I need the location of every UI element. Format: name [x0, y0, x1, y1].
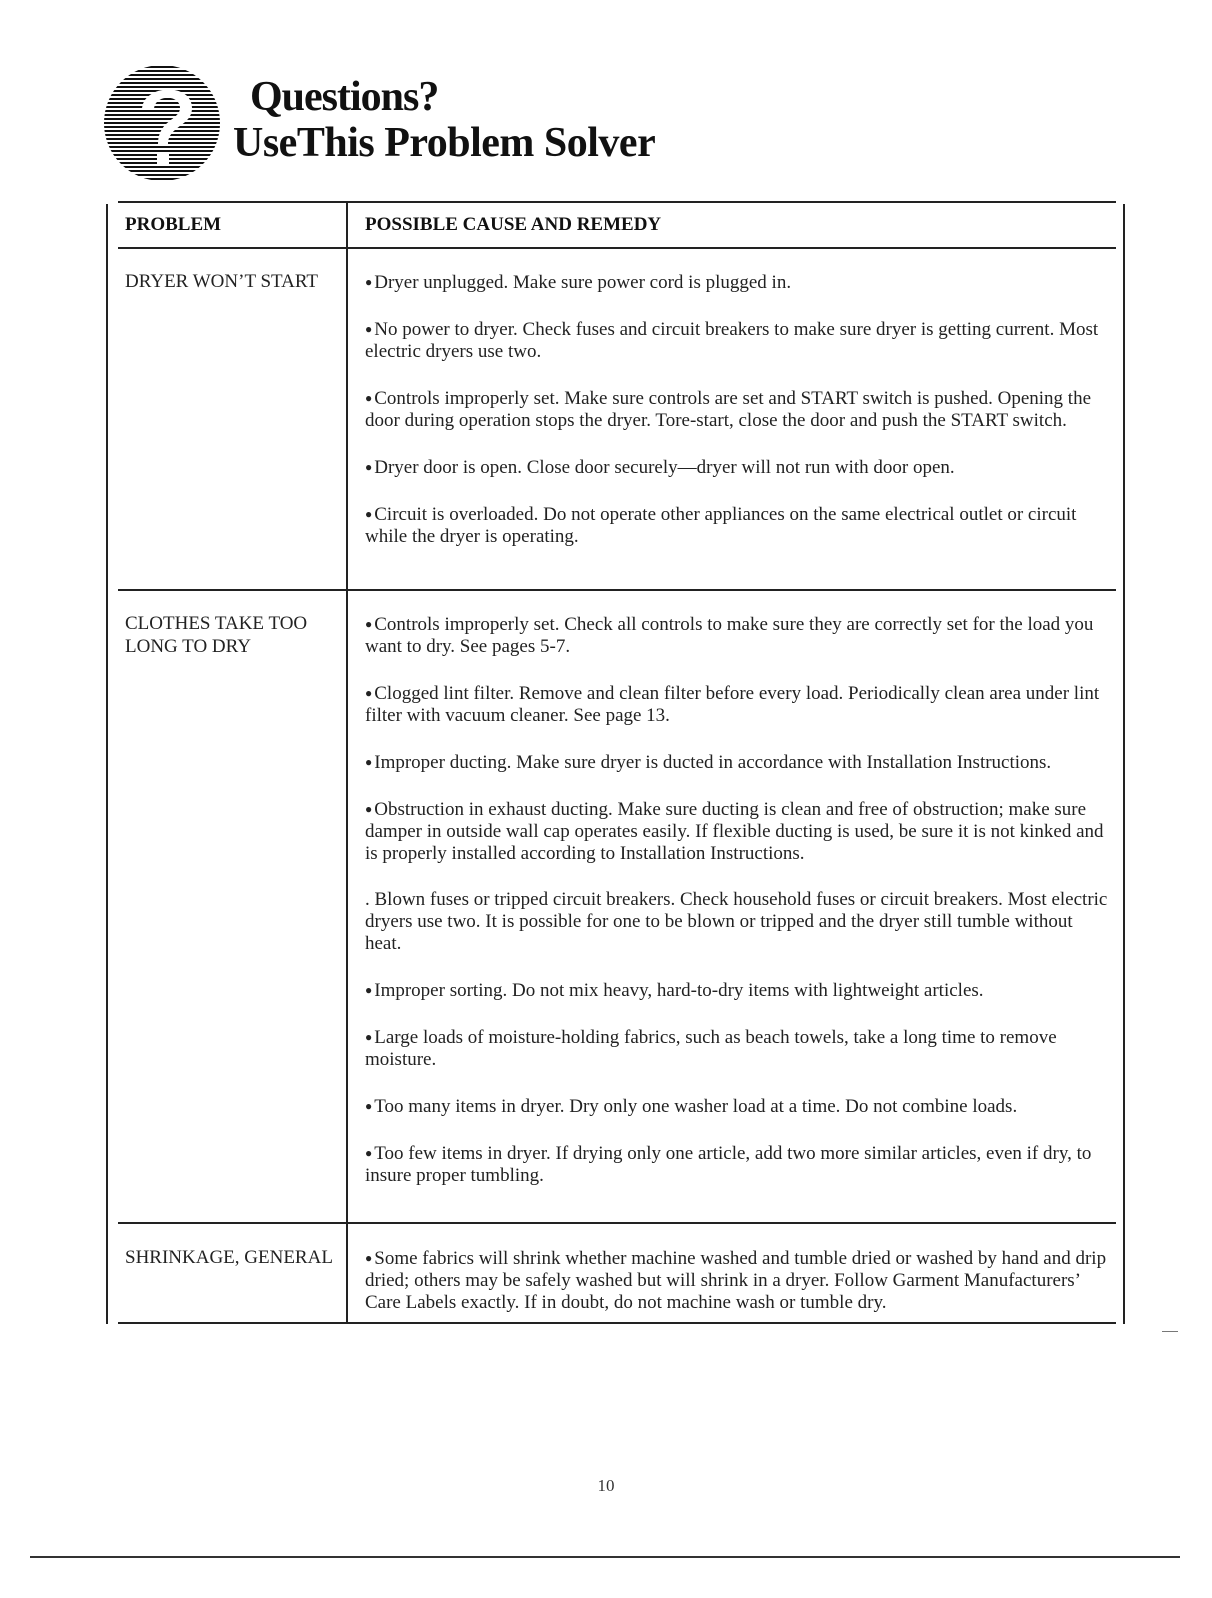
bullet-icon: ●	[365, 617, 373, 631]
footer-rule	[30, 1556, 1180, 1558]
remedy-item: ● Dryer door is open. Close door securely—dryer will not run with door open.	[365, 457, 955, 478]
page-title-line1: Questions?	[250, 74, 439, 120]
bullet-icon: ●	[365, 983, 373, 997]
bullet-icon: ●	[365, 1030, 373, 1044]
column-divider	[346, 202, 348, 1324]
column-header-remedy: POSSIBLE CAUSE AND REMEDY	[365, 214, 662, 235]
bullet-icon: ●	[365, 686, 373, 700]
table-right-border	[1123, 204, 1125, 1324]
row-divider-1	[118, 589, 1116, 591]
bullet-icon: ●	[365, 1251, 373, 1265]
remedy-item: ● Circuit is overloaded. Do not operate other appliances on the same electrical outlet or circuit while the dryer is operating.	[365, 504, 1077, 547]
remedy-item: ● Improper sorting. Do not mix heavy, hard-to-dry items with lightweight articles.	[365, 980, 984, 1001]
remedy-list-dryer-wont-start	[365, 271, 1110, 572]
table-left-border	[106, 204, 108, 1324]
remedy-item: . Blown fuses or tripped circuit breakers. Check household fuses or circuit breakers. Most electric dryers use two. It is possible for one to be blown or tripped and the dryer still tumble without heat.	[365, 889, 1108, 954]
remedy-item: ● Dryer unplugged. Make sure power cord is plugged in.	[365, 272, 792, 293]
column-header-problem: PROBLEM	[125, 214, 222, 235]
remedy-item: ● Clogged lint filter. Remove and clean filter before every load. Periodically clean area under lint filter with vacuum cleaner. See page 13.	[365, 683, 1100, 726]
bullet-icon: ●	[365, 391, 373, 405]
bullet-icon: ●	[365, 460, 373, 474]
remedy-item: ● Improper ducting. Make sure dryer is ducted in accordance with Installation Instructions.	[365, 752, 1052, 773]
remedy-list-clothes-take-too-long	[365, 613, 1110, 1211]
question-mark-icon	[102, 62, 232, 184]
bullet-icon: ●	[365, 275, 373, 289]
header-top-rule	[118, 201, 1116, 203]
remedy-list-shrinkage	[365, 1247, 1110, 1338]
remedy-item: ● Too few items in dryer. If drying only one article, add two more similar articles, even if dry, to insure proper tumbling.	[365, 1143, 1092, 1186]
bullet-icon: ●	[365, 322, 373, 336]
bullet-icon: ●	[365, 507, 373, 521]
bullet-icon: ●	[365, 1146, 373, 1160]
remedy-item: ● Controls improperly set. Check all controls to make sure they are correctly set for the load you want to dry. See pages 5-7.	[365, 614, 1094, 657]
remedy-item: ● Obstruction in exhaust ducting. Make sure ducting is clean and free of obstruction; make sure damper in outside wall cap operates easily. If flexible ducting is used, be sure it is not kinked and is properly installed according to Installation Instructions.	[365, 799, 1104, 864]
bullet-icon: ●	[365, 802, 373, 816]
remedy-item: ● No power to dryer. Check fuses and circuit breakers to make sure dryer is getting current. Most electric dryers use two.	[365, 319, 1099, 362]
bullet-icon: ●	[365, 1099, 373, 1113]
problem-dryer-wont-start: DRYER WON’T START	[125, 271, 318, 292]
margin-mark	[1162, 1331, 1178, 1332]
remedy-item: ● Large loads of moisture-holding fabrics, such as beach towels, take a long time to remove moisture.	[365, 1027, 1057, 1070]
remedy-item: ● Controls improperly set. Make sure controls are set and START switch is pushed. Opening the door during operation stops the dryer. Tore-start, close the door and push the START switch.	[365, 388, 1092, 431]
remedy-item: ● Too many items in dryer. Dry only one washer load at a time. Do not combine loads.	[365, 1096, 1018, 1117]
problem-clothes-take-too-long: CLOTHES TAKE TOO LONG TO DRY	[125, 613, 308, 657]
row-divider-2	[118, 1222, 1116, 1224]
problem-shrinkage-general: SHRINKAGE, GENERAL	[125, 1247, 333, 1268]
bullet-icon: ●	[365, 755, 373, 769]
remedy-item: ● Some fabrics will shrink whether machine washed and tumble dried or washed by hand and drip dried; others may be safely washed but will shrink in a dryer. Follow Garment Manufacturers’ Care Labels exactly. If in doubt, do not machine wash or tumble dry.	[365, 1248, 1107, 1313]
header-bottom-rule	[118, 247, 1116, 249]
page-number: 10	[597, 1476, 615, 1495]
page-title-line2: UseThis Problem Solver	[233, 120, 656, 166]
